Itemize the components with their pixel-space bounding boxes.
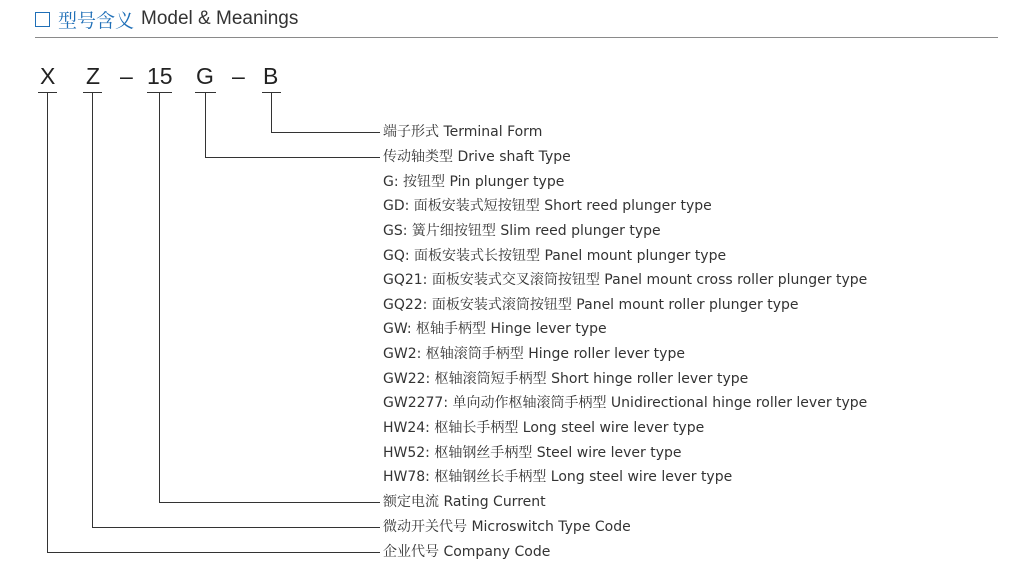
entry-rating-current: 额定电流 Rating Current [383, 494, 546, 510]
entry-drive-shaft-type: 传动轴类型 Drive shaft Type [383, 149, 571, 165]
entry-gw2277: GW2277: 单向动作枢轴滚筒手柄型 Unidirectional hinge roller lever type [383, 395, 868, 411]
code-b: B [263, 63, 279, 89]
entry-gd: GD: 面板安装式短按钮型 Short reed plunger type [383, 198, 712, 214]
entry-gq: GQ: 面板安装式长按钮型 Panel mount plunger type [383, 248, 727, 264]
section-title-en: Model & Meanings [141, 8, 299, 29]
code-z: Z [86, 63, 101, 89]
code-x: X [40, 63, 56, 89]
entry-gs: GS: 簧片细按钮型 Slim reed plunger type [383, 223, 661, 239]
entry-gq21: GQ21: 面板安装式交叉滚筒按钮型 Panel mount cross roller plunger type [383, 272, 868, 288]
entry-gq22: GQ22: 面板安装式滚筒按钮型 Panel mount roller plunger type [383, 297, 799, 313]
entry-hw78: HW78: 枢轴钢丝长手柄型 Long steel wire lever type [383, 469, 733, 485]
entry-terminal-form: 端子形式 Terminal Form [383, 124, 543, 140]
code-dash-1: – [120, 63, 133, 89]
entry-gw: GW: 枢轴手柄型 Hinge lever type [383, 321, 607, 337]
entry-hw24: HW24: 枢轴长手柄型 Long steel wire lever type [383, 420, 705, 436]
code-g: G [196, 63, 214, 89]
entry-microswitch-type-code: 微动开关代号 Microswitch Type Code [383, 519, 631, 535]
code-dash-2: – [232, 63, 245, 89]
entry-gw22: GW22: 枢轴滚筒短手柄型 Short hinge roller lever type [383, 371, 749, 387]
entry-g: G: 按钮型 Pin plunger type [383, 174, 565, 190]
section-title-cn: 型号含义 [58, 10, 135, 32]
code-15: 15 [147, 63, 173, 89]
entry-gw2: GW2: 枢轴滚筒手柄型 Hinge roller lever type [383, 346, 685, 362]
entry-company-code: 企业代号 Company Code [383, 544, 551, 560]
entry-hw52: HW52: 枢轴钢丝手柄型 Steel wire lever type [383, 445, 682, 461]
